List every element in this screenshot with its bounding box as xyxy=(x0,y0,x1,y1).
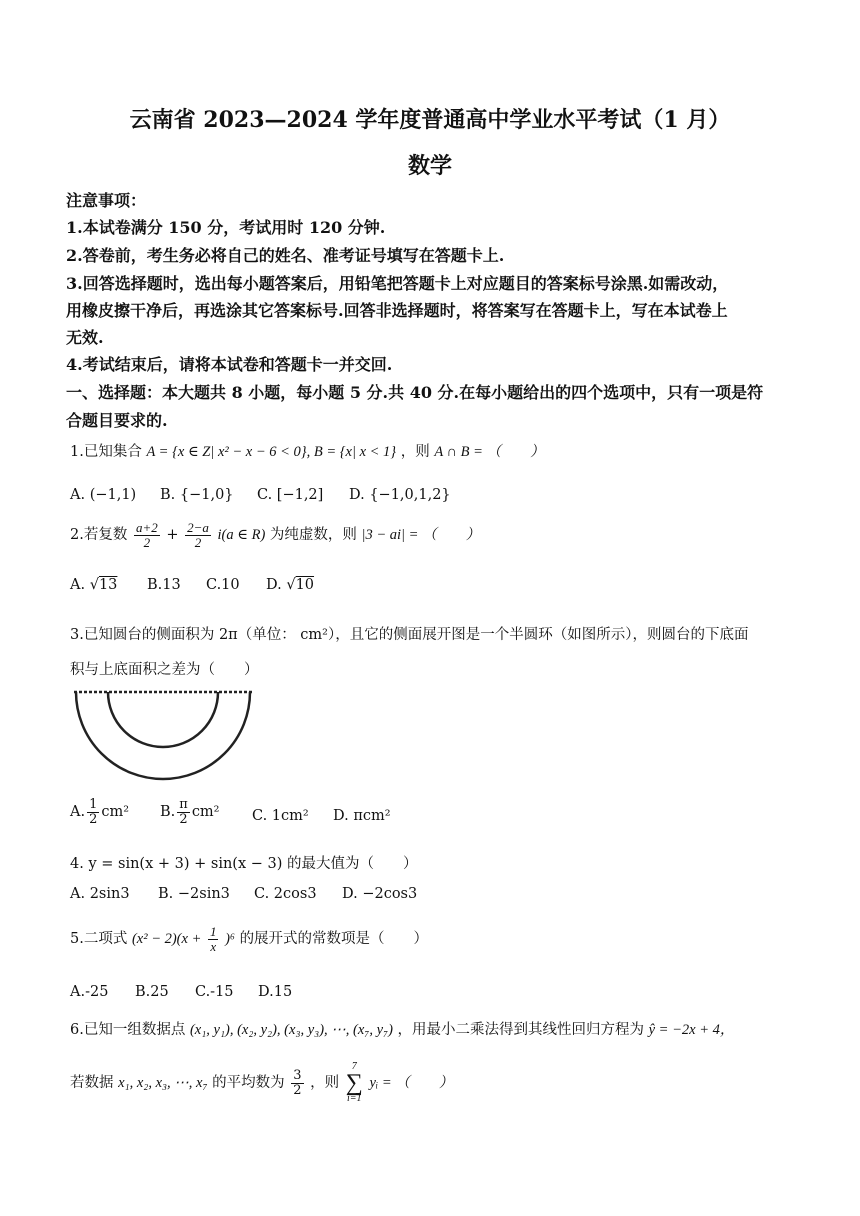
q6-text-1: ，用最小二乘法得到其线性回归方程为 xyxy=(397,1022,645,1038)
q5-option-d: D.15 xyxy=(258,984,293,1000)
q2-option-b: B.13 xyxy=(147,577,181,593)
q2-plus: + xyxy=(166,527,179,544)
q3-option-c: C. 1cm² xyxy=(252,808,309,824)
q4-option-d: D. −2cos3 xyxy=(342,886,418,902)
q6-text-2: 若数据 xyxy=(70,1075,114,1091)
q6-prefix: 6.已知一组数据点 xyxy=(70,1022,186,1038)
section1-heading-line2: 合题目要求的. xyxy=(66,411,168,430)
question-4-stem: 4. y = sin(x + 3) + sin(x − 3) 的最大值为（ ） xyxy=(70,856,418,872)
q1-sets: A = {x ∈ Z| x² − x − 6 < 0}, B = {x| x < 1} xyxy=(146,444,397,460)
q1-option-a: A. (−1,1) xyxy=(70,487,137,503)
q2-fraction-1: $\frac{a+2}{2}$ xyxy=(135,520,158,550)
q5-fraction: $\frac{1}{x}$ xyxy=(209,924,217,954)
q2-prefix: 2.若复数 xyxy=(70,527,128,544)
q5-expr-1: (x² − 2)(x + xyxy=(131,931,202,948)
question-1-stem xyxy=(70,440,545,461)
q3-option-a-fraction: $\frac{1}{2}$ xyxy=(89,797,98,827)
section1-heading-line1: 一、选择题：本大题共 8 小题，每小题 5 分.共 40 分.在每小题给出的四个选项中，只有一项是符 xyxy=(66,383,764,402)
q5-option-b: B.25 xyxy=(135,984,169,1000)
q4-option-c: C. 2cos3 xyxy=(254,886,317,902)
q1-mid: ，则 xyxy=(400,444,430,460)
question-5-stem xyxy=(70,925,428,953)
q5-tail: 的展开式的常数项是（ ） xyxy=(239,931,429,948)
q3-option-b-fraction: $\frac{\pi}{2}$ xyxy=(179,797,188,827)
q2-mid: 为纯虚数，则 xyxy=(269,527,357,544)
q2-option-d: D. √10 xyxy=(266,577,315,593)
q3-option-a: A. $\frac{1}{2}$ cm² xyxy=(70,797,130,827)
half-annulus-figure xyxy=(68,686,258,786)
q6-text-4: ，则 xyxy=(310,1075,340,1091)
question-6-line1 xyxy=(70,1018,734,1039)
note-4: 4.考试结束后，请将本试卷和答题卡一并交回. xyxy=(66,355,393,374)
q2-expr: |3 − ai| = （ ） xyxy=(361,527,481,544)
q2-tail: i(a ∈ R) xyxy=(217,527,266,544)
question-3-line2: 积与上底面积之差为（ ） xyxy=(70,662,259,678)
q1-option-d: D. {−1,0,1,2} xyxy=(349,487,451,503)
question-6-line2 xyxy=(70,1062,453,1104)
note-2: 2.答卷前，考生务必将自己的姓名、准考证号填写在答题卡上. xyxy=(66,246,505,265)
q4-option-a: A. 2sin3 xyxy=(70,886,130,902)
q1-option-c: C. [−1,2] xyxy=(257,487,324,503)
q6-regression-equation: ŷ = −2x + 4， xyxy=(648,1022,735,1038)
q5-option-c: C.-15 xyxy=(195,984,234,1000)
notes-heading: 注意事项： xyxy=(66,191,147,210)
q3-option-d: D. πcm² xyxy=(333,808,391,824)
note-3-line2: 用橡皮擦干净后，再选涂其它答案标号.回答非选择题时，将答案写在答题卡上，写在本试卷上 xyxy=(66,301,728,320)
q2-option-d-radicand: 10 xyxy=(295,577,315,593)
question-2-stem xyxy=(70,521,480,549)
q6-text-3: 的平均数为 xyxy=(212,1075,285,1091)
q1-prefix: 1.已知集合 xyxy=(70,444,142,460)
q1-expr: A ∩ B = （ ） xyxy=(434,444,545,460)
q6-fraction: $\frac{3}{2}$ xyxy=(293,1067,302,1098)
exam-title: 云南省 2023—2024 学年度普通高中学业水平考试（1 月） xyxy=(129,107,731,133)
q6-summation: 7 ∑ i=1 xyxy=(345,1061,363,1104)
question-3-line1: 3.已知圆台的侧面积为 2π（单位： cm²），且它的侧面展开图是一个半圆环（如图所示），则圆台的下底面 xyxy=(70,627,749,643)
q6-points: (x₁, y₁), (x₂, y₂), (x₃, y₃), ⋯, (x₇, y₇) xyxy=(189,1022,393,1038)
q1-option-b: B. {−1,0} xyxy=(160,487,234,503)
q6-sum-expr: yᵢ = （ ） xyxy=(369,1075,454,1091)
q5-prefix: 5.二项式 xyxy=(70,931,128,948)
q5-expr-2: )⁶ xyxy=(225,931,235,948)
q2-fraction-2: $\frac{2-a}{2}$ xyxy=(187,520,209,550)
note-1: 1.本试卷满分 150 分，考试用时 120 分钟. xyxy=(66,218,386,237)
subject-title: 数学 xyxy=(407,153,452,179)
note-3-line3: 无效. xyxy=(66,328,104,347)
q2-option-a-radicand: 13 xyxy=(98,577,118,593)
q4-option-b: B. −2sin3 xyxy=(158,886,230,902)
q6-x-values: x₁, x₂, x₃, ⋯, x₇ xyxy=(118,1075,208,1091)
q5-option-a: A.-25 xyxy=(70,984,109,1000)
q2-option-c: C.10 xyxy=(206,577,240,593)
note-3-line1: 3.回答选择题时，选出每小题答案后，用铅笔把答题卡上对应题目的答案标号涂黑.如需改动， xyxy=(66,274,729,293)
q2-option-a: A. √13 xyxy=(70,577,118,593)
q3-option-b: B. $\frac{\pi}{2}$ cm² xyxy=(160,797,220,827)
